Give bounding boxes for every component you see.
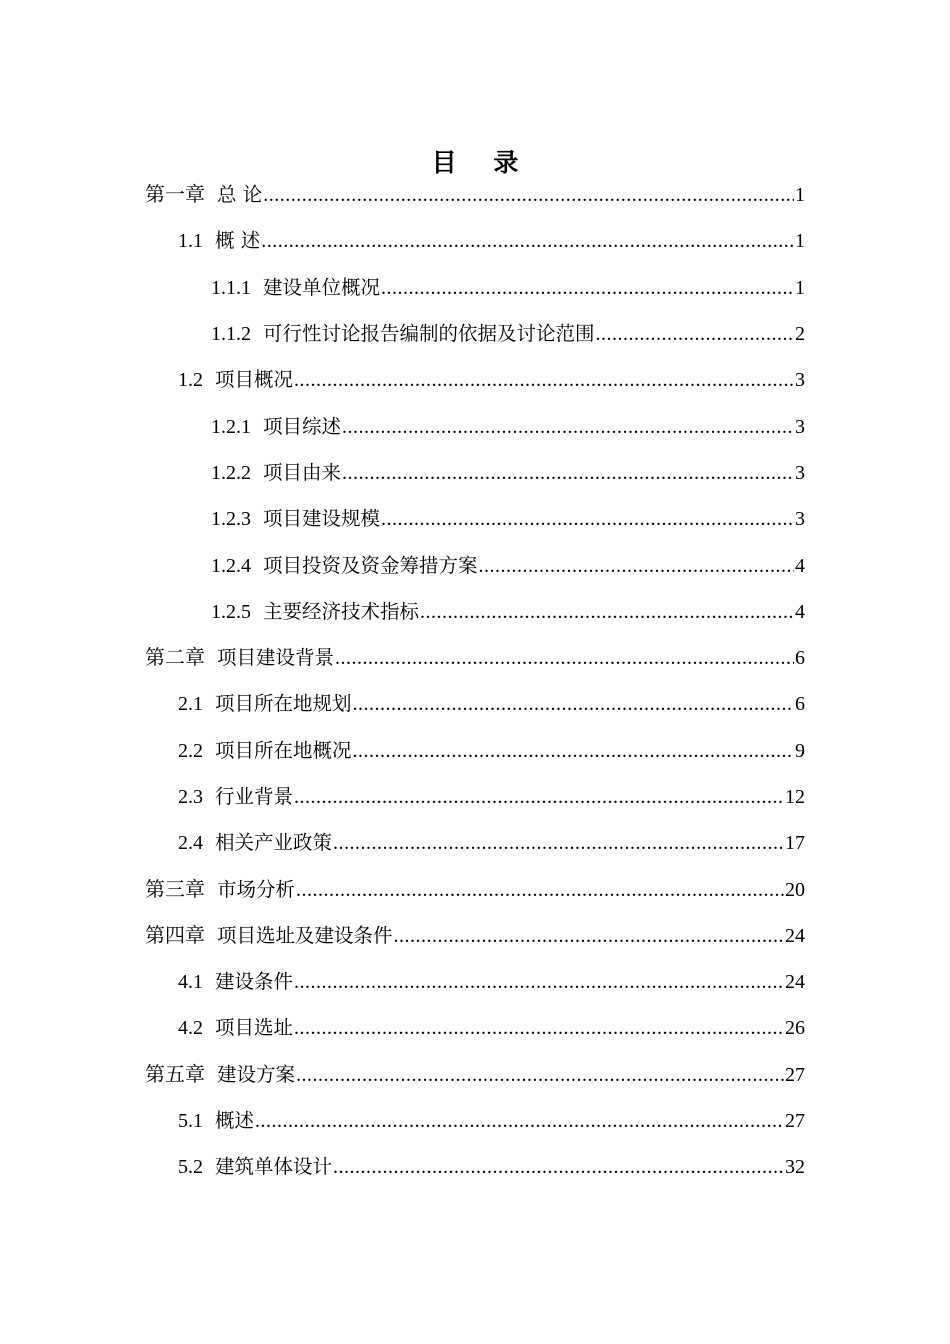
toc-entry-page: 12	[785, 786, 805, 808]
toc-entry-label: 主要经济技术指标	[263, 599, 420, 623]
toc-dot-leader	[333, 1154, 784, 1180]
toc-entry-number: 1.1	[178, 230, 203, 253]
toc-entry-label: 项目所在地概况	[215, 738, 352, 762]
toc-entry-number: 2.2	[178, 739, 203, 762]
toc-entry[interactable]	[0, 311, 950, 357]
toc-dot-leader	[335, 645, 794, 671]
toc-entry-label: 建筑单体设计	[215, 1155, 333, 1179]
toc-entry-label: 概述	[215, 1109, 255, 1133]
toc-entry-label: 总 论	[217, 183, 263, 207]
toc-entry-label: 项目由来	[263, 460, 342, 484]
toc-entry[interactable]	[0, 774, 950, 820]
toc-dot-leader	[263, 182, 794, 208]
toc-entry-page: 1	[795, 184, 805, 207]
toc-entry[interactable]	[0, 820, 950, 866]
toc-dot-leader	[353, 738, 794, 764]
toc-dot-leader	[342, 414, 794, 440]
toc-dot-leader	[333, 830, 784, 856]
toc-entry-number: 第四章	[145, 924, 205, 947]
toc-entry-page: 1	[795, 230, 805, 253]
toc-entry-page: 9	[795, 739, 805, 762]
toc-entry-number: 1.2	[178, 369, 203, 392]
toc-dot-leader	[294, 1015, 784, 1041]
toc-dot-leader	[261, 228, 794, 254]
toc-entry-label: 项目概况	[215, 368, 294, 392]
toc-entry-label: 建设单位概况	[263, 275, 381, 299]
table-of-contents	[0, 172, 950, 1191]
toc-entry-label: 市场分析	[217, 877, 296, 901]
toc-dot-leader	[420, 599, 794, 625]
toc-entry-page: 3	[795, 461, 805, 484]
toc-entry[interactable]	[0, 959, 950, 1005]
toc-entry-number: 1.1.2	[211, 323, 251, 346]
toc-entry[interactable]	[0, 218, 950, 264]
toc-entry-number: 4.2	[178, 1017, 203, 1040]
toc-entry-label: 建设条件	[215, 970, 294, 994]
toc-entry-page: 4	[795, 600, 805, 623]
toc-dot-leader	[255, 1108, 784, 1134]
toc-dot-leader	[353, 691, 794, 717]
toc-entry-number: 第五章	[145, 1063, 205, 1086]
toc-entry-number: 1.2.1	[211, 415, 251, 438]
toc-dot-leader	[294, 969, 784, 995]
toc-dot-leader	[596, 321, 794, 347]
toc-entry-number: 5.2	[178, 1156, 203, 1179]
toc-entry-number: 第三章	[145, 878, 205, 901]
toc-entry[interactable]	[0, 635, 950, 681]
toc-entry-label: 概 述	[215, 229, 261, 253]
toc-dot-leader	[296, 1062, 784, 1088]
toc-dot-leader	[381, 275, 794, 301]
toc-entry[interactable]	[0, 1005, 950, 1051]
toc-entry-label: 项目所在地规划	[215, 692, 352, 716]
toc-title: 目 录	[431, 147, 533, 177]
toc-entry-page: 3	[795, 415, 805, 438]
toc-entry-page: 24	[785, 924, 805, 947]
toc-entry-number: 2.4	[178, 832, 203, 855]
toc-entry[interactable]	[0, 403, 950, 449]
toc-entry-number: 2.3	[178, 786, 203, 808]
toc-entry-page: 2	[795, 323, 805, 346]
toc-entry-label: 项目建设规模	[263, 507, 381, 531]
toc-entry[interactable]	[0, 913, 950, 959]
toc-entry[interactable]	[0, 496, 950, 542]
toc-entry-page: 3	[795, 369, 805, 392]
toc-entry-number: 第一章	[145, 184, 205, 207]
toc-entry[interactable]	[0, 542, 950, 588]
toc-entry-number: 4.1	[178, 971, 203, 994]
toc-dot-leader	[381, 506, 794, 532]
toc-entry-page: 6	[795, 647, 805, 670]
toc-entry-label: 建设方案	[217, 1062, 296, 1086]
toc-entry-page: 6	[795, 693, 805, 716]
toc-entry-label: 项目选址	[215, 1016, 294, 1040]
toc-entry[interactable]	[0, 265, 950, 311]
toc-entry[interactable]	[0, 1098, 950, 1144]
toc-entry-number: 1.2.2	[211, 461, 251, 484]
toc-entry-label: 项目投资及资金筹措方案	[263, 553, 478, 577]
toc-entry[interactable]	[0, 450, 950, 496]
toc-dot-leader	[479, 553, 794, 579]
toc-entry[interactable]	[0, 681, 950, 727]
toc-entry-number: 2.1	[178, 693, 203, 716]
toc-entry-label: 项目建设背景	[217, 646, 335, 670]
toc-dot-leader	[394, 923, 784, 949]
toc-entry-page: 32	[785, 1156, 805, 1179]
toc-entry[interactable]	[0, 589, 950, 635]
toc-entry-number: 第二章	[145, 647, 205, 670]
toc-entry-label: 相关产业政策	[215, 831, 333, 855]
toc-entry-number: 5.1	[178, 1110, 203, 1133]
toc-entry[interactable]	[0, 172, 950, 218]
toc-entry-page: 1	[795, 276, 805, 299]
toc-entry-page: 17	[785, 832, 805, 855]
toc-entry[interactable]	[0, 728, 950, 774]
toc-entry-page: 27	[785, 1063, 805, 1086]
toc-dot-leader	[342, 460, 794, 486]
toc-entry-label: 行业背景	[215, 785, 294, 808]
toc-entry-number: 1.1.1	[211, 276, 251, 299]
toc-entry-page: 24	[785, 971, 805, 994]
toc-entry-page: 20	[785, 878, 805, 901]
toc-entry-label: 可行性讨论报告编制的依据及讨论范围	[263, 322, 595, 346]
toc-entry-page: 27	[785, 1110, 805, 1133]
toc-dot-leader	[294, 784, 784, 810]
toc-entry-label: 项目选址及建设条件	[217, 923, 393, 947]
toc-entry-label: 项目综述	[263, 414, 342, 438]
toc-entry-number: 1.2.4	[211, 554, 251, 577]
toc-entry-page: 4	[795, 554, 805, 577]
toc-entry-number: 1.2.5	[211, 600, 251, 623]
toc-entry-page: 26	[785, 1017, 805, 1040]
toc-entry[interactable]	[0, 1052, 950, 1098]
toc-dot-leader	[296, 877, 784, 903]
toc-entry[interactable]	[0, 866, 950, 912]
toc-dot-leader	[294, 367, 794, 393]
toc-entry-number: 1.2.3	[211, 508, 251, 531]
toc-entry[interactable]	[0, 357, 950, 403]
toc-entry[interactable]	[0, 1144, 950, 1190]
toc-entry-page: 3	[795, 508, 805, 531]
